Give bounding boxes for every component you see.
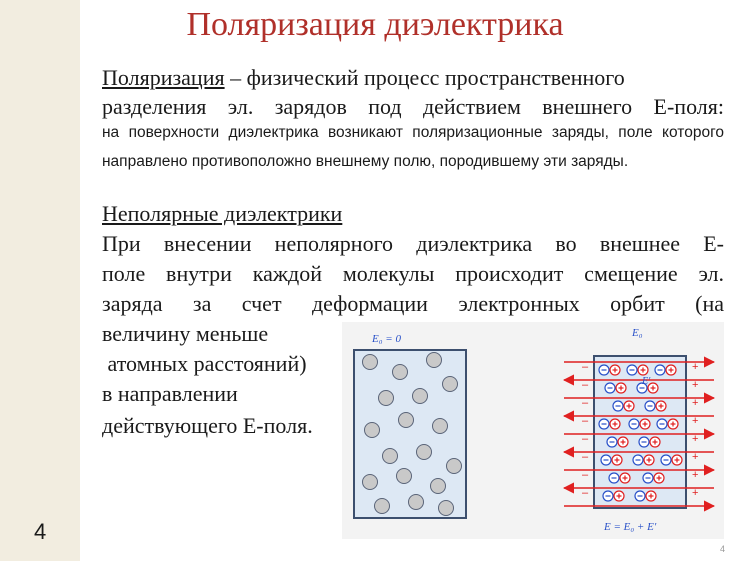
neutral-molecule xyxy=(447,459,462,474)
neutral-molecule xyxy=(363,355,378,370)
surface-charge-plus: + xyxy=(692,487,699,499)
neutral-molecule xyxy=(383,449,398,464)
surface-charge-plus: + xyxy=(692,451,699,463)
nonpolar-heading: Неполярные диэлектрики xyxy=(102,201,343,226)
page-number: 4 xyxy=(34,519,47,544)
left-decor-band xyxy=(0,0,80,561)
nonpolar-line-2: поле внутри каждой молекулы происходит смещение эл. xyxy=(102,261,724,286)
neutral-molecule xyxy=(433,419,448,434)
surface-charge-minus: – xyxy=(582,451,589,463)
neutral-molecule xyxy=(427,353,442,368)
definition-detail: на поверхности диэлектрика возникают поляризационные заряды, поле которого направлено противоположно внешнему полю, породившему эти заряды. xyxy=(102,124,724,170)
neutral-molecule xyxy=(363,475,378,490)
definition-rest: – физический процесс пространственного xyxy=(224,65,625,90)
definition-line-1 xyxy=(102,64,724,91)
surface-charge-plus: + xyxy=(692,361,699,373)
surface-charge-plus: + xyxy=(692,397,699,409)
definition-term: Поляризация xyxy=(102,65,225,90)
surface-charge-minus: – xyxy=(582,415,589,427)
surface-charge-minus: – xyxy=(582,379,589,391)
neutral-molecule xyxy=(379,391,394,406)
nonpolar-line-3: заряда за счет деформации электронных орбит (на xyxy=(102,291,724,316)
dielectric-block-polarized xyxy=(594,356,686,508)
polarization-diagram xyxy=(342,322,724,539)
neutral-molecule xyxy=(413,389,428,404)
neutral-molecule xyxy=(399,413,414,428)
nonpolar-line-4: величину меньше xyxy=(102,321,269,346)
slide-title: Поляризация диэлектрика xyxy=(186,6,564,43)
surface-charge-minus: – xyxy=(582,487,589,499)
label-e0-zero: E₀ = 0 xyxy=(372,333,401,345)
neutral-molecule xyxy=(439,501,454,516)
surface-charge-minus: – xyxy=(582,433,589,445)
polarization-figure xyxy=(342,322,724,539)
label-e-prime: E′ xyxy=(642,376,651,387)
nonpolar-line-7: действующего Е-поля. xyxy=(102,413,313,438)
neutral-molecule xyxy=(365,423,380,438)
neutral-molecule xyxy=(443,377,458,392)
neutral-molecule xyxy=(375,499,390,514)
definition-line-2: разделения эл. зарядов под действием внешнего Е-поля: xyxy=(102,94,724,119)
nonpolar-line-5: атомных расстояний) xyxy=(102,351,307,376)
nonpolar-line-1: При внесении неполярного диэлектрика во внешнее Е- xyxy=(102,231,724,256)
surface-charge-minus: – xyxy=(582,361,589,373)
neutral-molecule xyxy=(417,445,432,460)
surface-charge-minus: – xyxy=(582,397,589,409)
page-number-small: 4 xyxy=(720,544,726,554)
surface-charge-plus: + xyxy=(692,379,699,391)
neutral-molecule xyxy=(393,365,408,380)
label-e0: E₀ xyxy=(632,327,643,339)
neutral-molecule xyxy=(397,469,412,484)
surface-charge-minus: – xyxy=(582,469,589,481)
nonpolar-line-6: в направлении xyxy=(102,381,238,406)
surface-charge-plus: + xyxy=(692,433,699,445)
surface-charge-plus: + xyxy=(692,469,699,481)
neutral-molecule xyxy=(431,479,446,494)
neutral-molecule xyxy=(409,495,424,510)
surface-charge-plus: + xyxy=(692,415,699,427)
label-e-total: E = E₀ + E′ xyxy=(604,521,657,533)
